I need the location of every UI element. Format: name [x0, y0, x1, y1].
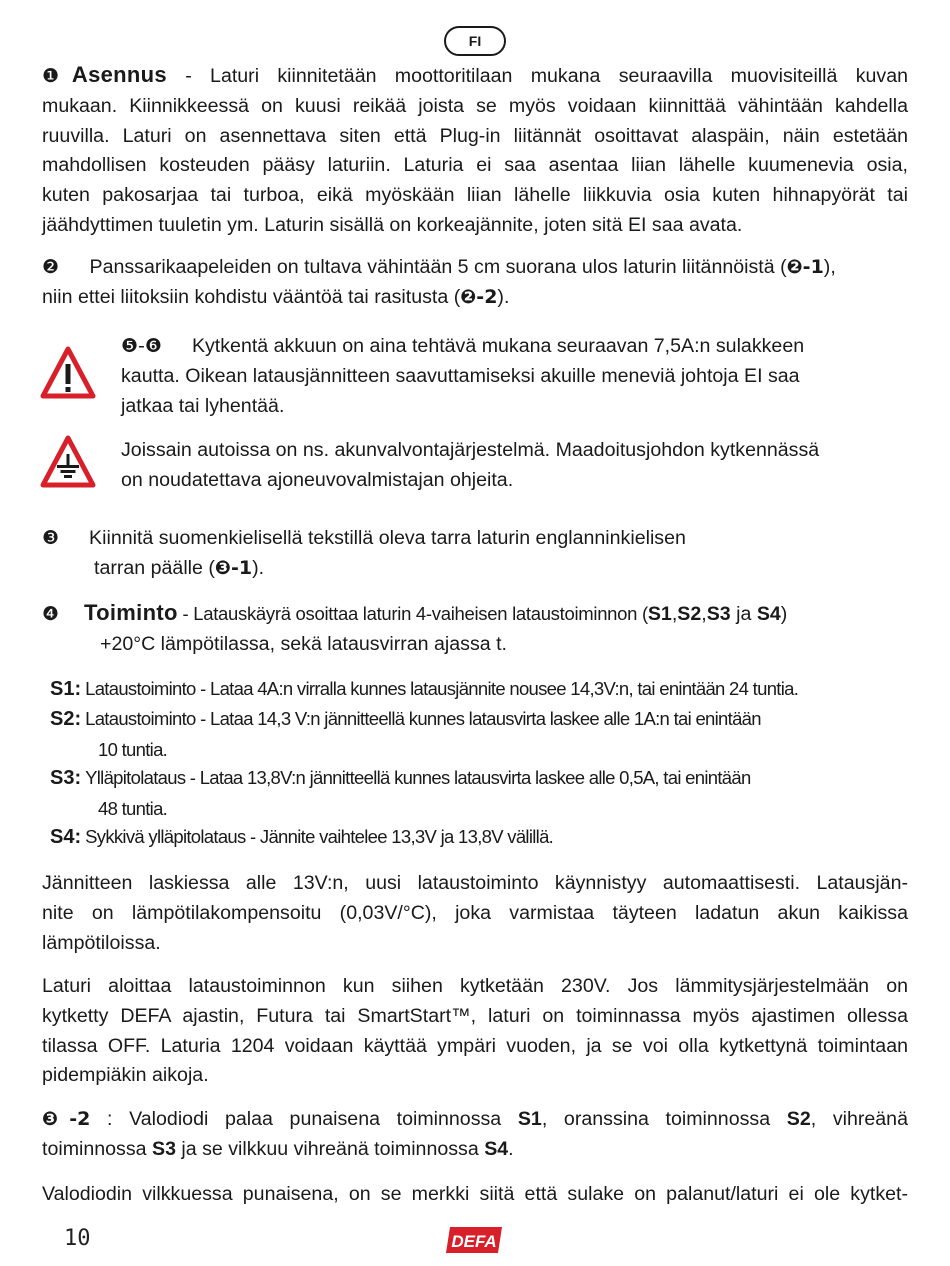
paragraph-line: nite on lämpötilakompensoitu (0,03V/°C), joka varmistaa täyteen ladatun akun kaikissa — [42, 901, 908, 924]
section-installation — [42, 60, 908, 241]
ground-warning-icon — [40, 434, 96, 490]
section-operation: ❹ Toiminto - Latauskäyrä osoittaa laturin 4-vaiheisen lataustoiminnon (S1,S2,S3 ja S4) +20°C lämpötilassa, sekä latausvirran ajassa t. — [42, 598, 908, 660]
paragraph-line: Jännitteen laskiessa alle 13V:n, uusi lataustoiminto käynnistyy automaattisesti. Latausjän- — [42, 872, 908, 894]
paragraph-operation — [42, 972, 908, 1091]
paragraph-line: jatkaa tai lyhentää. — [121, 394, 285, 417]
paragraph-led-blink — [42, 1180, 908, 1210]
number-3-badge: ❸ — [42, 527, 60, 549]
language-badge: FI — [444, 26, 506, 56]
warning-ground-text — [121, 436, 901, 496]
paragraph-line: kuten pakosarjaa tai turboa, eikä myöskään liian lähelle liikkuvia osia kuten hihnapyörät tai — [42, 184, 908, 207]
paragraph-led: ❸-2 : Valodiodi palaa punaisena toiminnossa S1, oranssina toiminnossa S2, vihreänä toiminnossa S3 ja se vilkkuu vihreänä toiminnossa S4. — [42, 1108, 908, 1160]
svg-text:DEFA: DEFA — [451, 1232, 497, 1251]
paragraph-line: pidempiäkin aikoja. — [42, 1064, 209, 1087]
stage-s4: S4: Sykkivä ylläpitolataus - Jännite vaihtelee 13,3V ja 13,8V välillä. — [50, 826, 554, 848]
number-4-badge: ❹ — [42, 603, 60, 625]
paragraph-line: ruuvilla. Laturi on asennettava siten että Plug-in liitännät osoittavat alaspäin, näin estetään — [42, 124, 908, 147]
number-2-badge: ❷ — [42, 256, 60, 278]
section-heading: Toiminto — [84, 600, 178, 625]
paragraph-line: kautta. Oikean latausjännitteen saavuttamiseksi akuille meneviä johtoja EI saa — [121, 364, 800, 387]
stage-s1: S1: Lataustoiminto - Lataa 4A:n virralla kunnes latausjännite nousee 14,3V:n, tai enintään 24 tuntia. — [50, 678, 799, 700]
paragraph-line: kytketty DEFA ajastin, Futura tai SmartStart™, laturi on toiminnassa myös ajastimen ollessa — [42, 1004, 908, 1027]
paragraph-line: tilassa OFF. Laturia 1204 voidaan käyttää ympäri vuoden, ja se voi olla kytkettynä toimintaan — [42, 1034, 908, 1057]
section-cables: ❷ Panssarikaapeleiden on tultava vähintään 5 cm suorana ulos laturin liitännöistä (❷-1), niin ettei liitoksiin kohdistu vääntöä tai rasitusta (❷-2). — [42, 256, 836, 308]
number-1-badge: ❶ — [42, 65, 72, 87]
figure-ref: ❷-1 — [786, 256, 824, 278]
paragraph-compensation — [42, 869, 908, 958]
warning-triangle-icon — [40, 345, 96, 401]
warning-fuse-text: ❺-❻ Kytkentä akkuun on aina tehtävä mukana seuraavan 7,5A:n sulakkeen kautta. Oikean latausjännitteen saavuttamiseksi akuille meneviä johtoja EI saa jatkaa tai lyhentää. — [121, 332, 901, 421]
paragraph-line: mukaan. Kiinnikkeessä on kuusi reikää joista se myös voidaan kiinnittää vähintään kahdella — [42, 94, 908, 117]
paragraph-line: lämpötiloissa. — [42, 931, 161, 954]
paragraph-line: +20°C lämpötilassa, sekä latausvirran ajassa t. — [100, 632, 507, 655]
paragraph-line: Joissain autoissa on ns. akunvalvontajärjestelmä. Maadoitusjohdon kytkennässä — [121, 439, 820, 461]
stage-s3: S3: Ylläpitolataus - Lataa 13,8V:n jännitteellä kunnes latausvirta laskee alle 0,5A, tai enintään 48 tuntia. — [50, 767, 751, 819]
paragraph-line: mahdollisen kosteuden pääsy laturiin. Laturia ei saa asentaa liian lähelle kuumenevia osia, — [42, 154, 908, 177]
page-number: 10 — [64, 1226, 91, 1251]
figure-ref: ❸-1 — [214, 556, 253, 579]
paragraph-line: jäähdyttimen tuuletin ym. Laturin sisällä on korkeajännite, joten sitä EI saa avata. — [42, 213, 743, 236]
stage-s2: S2: Lataustoiminto - Lataa 14,3 V:n jännitteellä kunnes latausvirta laskee alle 1A:n tai enintään 10 tuntia. — [50, 708, 761, 760]
paragraph-line: Valodiodin vilkkuessa punaisena, on se merkki siitä että sulake on palanut/laturi ei ole kytket- — [42, 1183, 908, 1205]
section-heading: Asennus — [71, 62, 167, 87]
section-label-sticker: ❸ Kiinnitä suomenkielisellä tekstillä oleva tarra laturin englanninkielisen tarran päälle (❸-1). — [42, 527, 686, 579]
paragraph-line: on noudatettava ajoneuvovalmistajan ohjeita. — [121, 468, 514, 491]
defa-logo — [445, 1226, 503, 1254]
number-5-6-badge: ❺-❻ — [121, 335, 162, 357]
figure-ref: ❷-2 — [460, 285, 498, 308]
figure-ref: ❸-2 — [42, 1108, 91, 1130]
paragraph-line: - Laturi kiinnitetään moottoritilaan mukana seuraavilla muovisiteillä kuvan — [166, 65, 908, 87]
paragraph-line: Laturi aloittaa lataustoiminnon kun siihen kytketään 230V. Jos lämmitysjärjestelmään on — [42, 975, 908, 997]
